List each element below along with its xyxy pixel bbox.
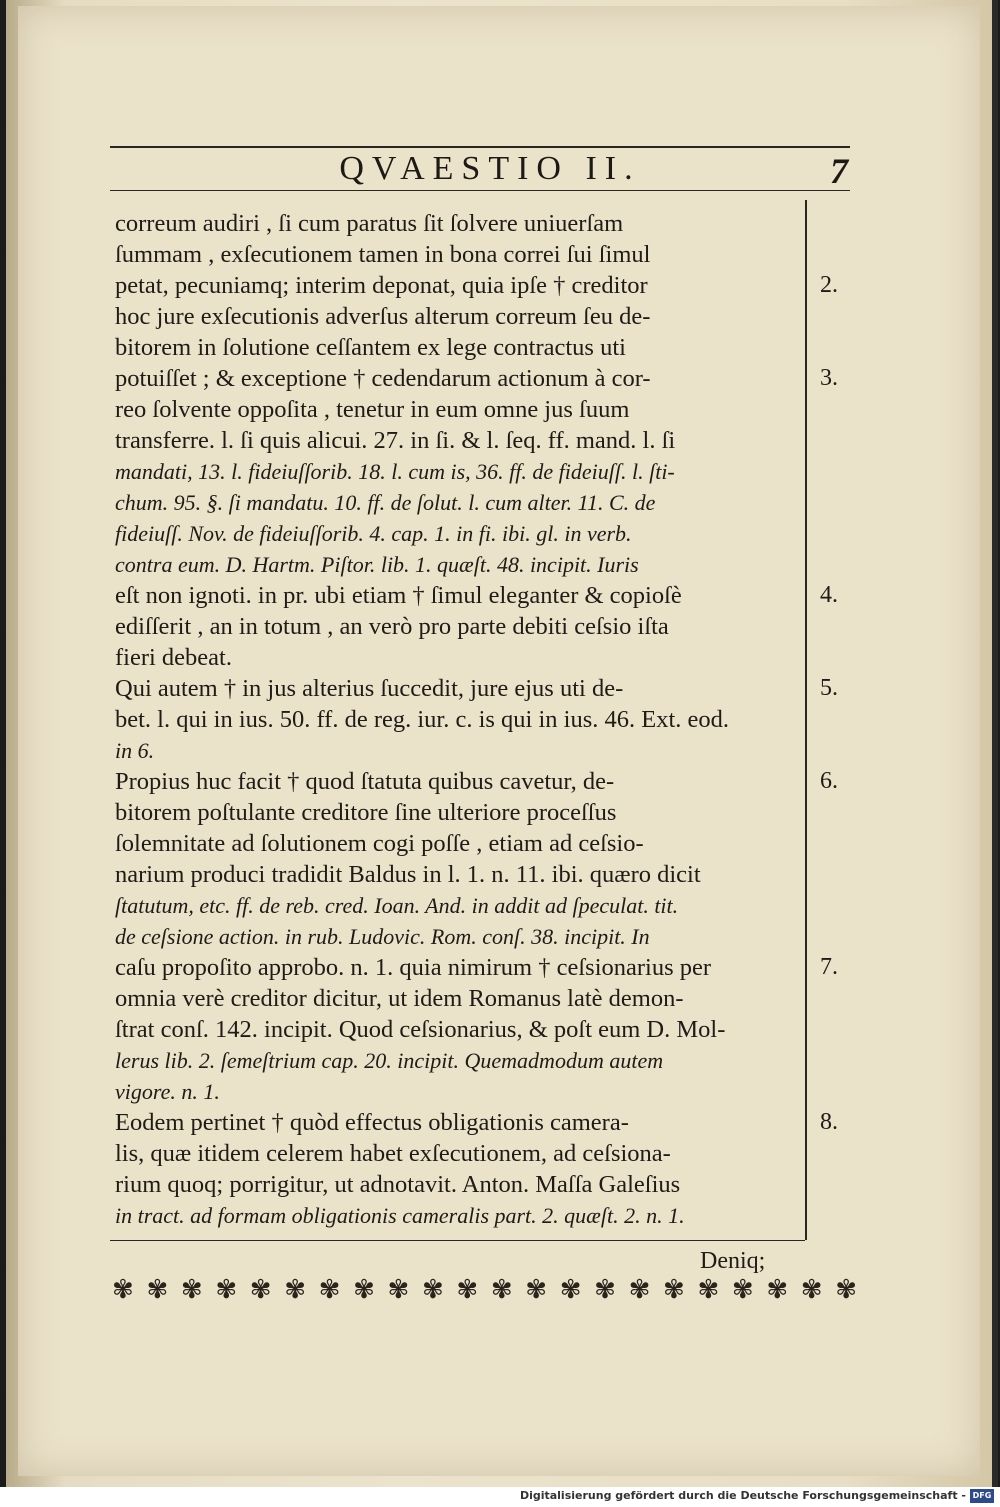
ornament-glyph: ✾	[594, 1275, 616, 1304]
text-line: Qui autem † in jus alterius ſuccedit, jure ejus uti de-	[115, 675, 624, 702]
text-line: in tract. ad formam obligationis cameralis part. 2. quæſt. 2. n. 1.	[115, 1203, 685, 1228]
margin-number: 6.	[820, 768, 838, 794]
text-line: correum audiri , ſi cum paratus ſit ſolvere uniuerſam	[115, 210, 624, 237]
ornament-glyph: ✾	[835, 1275, 857, 1304]
margin-number: 2.	[820, 272, 838, 298]
text-line: ſolemnitate ad ſolutionem cogi poſſe , etiam ad ceſsio-	[115, 830, 644, 857]
text-line: ſtatutum, etc. ff. de reb. cred. Ioan. And. in addit ad ſpeculat. tit.	[115, 893, 679, 918]
margin-number: 3.	[820, 365, 838, 391]
text-line: ſummam , exſecutionem tamen in bona correi ſui ſimul	[115, 241, 651, 268]
text-line: reo ſolvente oppoſita , tenetur in eum omne jus ſuum	[115, 396, 630, 423]
text-line: hoc jure exſecutionis adverſus alterum correum ſeu de-	[115, 303, 651, 330]
ornament-glyph: ✾	[663, 1275, 685, 1304]
text-line: fieri debeat.	[115, 644, 232, 671]
text-line: transferre. l. ſi quis alicui. 27. in ſi. & l. ſeq. ff. mand. l. ſi	[115, 427, 676, 454]
text-line: ediſſerit , an in totum , an verò pro parte debiti ceſsio iſta	[115, 613, 669, 640]
ornament-glyph: ✾	[146, 1275, 169, 1304]
running-head: QVAESTIO II.	[339, 150, 641, 187]
bottom-rule	[110, 1240, 805, 1241]
ornament-band	[112, 1275, 857, 1305]
margin-number: 4.	[820, 582, 838, 608]
text-line: de ceſsione action. in rub. Ludovic. Rom. conſ. 38. incipit. In	[115, 924, 650, 949]
margin-rule	[805, 200, 807, 1240]
text-line: chum. 95. §. ſi mandatu. 10. ff. de ſolut. l. cum alter. 11. C. de	[115, 490, 656, 515]
margin-number: 7.	[820, 954, 838, 980]
text-line: bitorem in ſolutione ceſſantem ex lege contractus uti	[115, 334, 626, 361]
header-bottom-rule	[110, 190, 850, 191]
ornament-glyph: ✾	[525, 1275, 548, 1304]
ornament-glyph: ✾	[284, 1275, 306, 1304]
page-number: 7	[830, 151, 848, 191]
body-text	[115, 208, 795, 1231]
text-line: vigore. n. 1.	[115, 1079, 220, 1104]
ornament-glyph: ✾	[421, 1275, 444, 1304]
ornament-glyph: ✾	[697, 1275, 720, 1304]
ornament-glyph: ✾	[490, 1275, 513, 1304]
ornament-glyph: ✾	[766, 1275, 789, 1304]
header-top-rule	[110, 146, 850, 148]
text-line: contra eum. D. Hartm. Piſtor. lib. 1. quæſt. 48. incipit. Iuris	[115, 552, 639, 577]
text-line: Propius huc facit † quod ſtatuta quibus cavetur, de-	[115, 768, 615, 795]
ornament-glyph: ✾	[731, 1275, 754, 1304]
ornament-glyph: ✾	[353, 1275, 375, 1304]
catchword: Deniq;	[700, 1248, 766, 1274]
margin-number: 8.	[820, 1109, 838, 1135]
ornament-glyph: ✾	[800, 1275, 823, 1304]
text-line: bitorem poſtulante creditore ſine ulteriore proceſſus	[115, 799, 617, 826]
text-line: petat, pecuniamq; interim deponat, quia ipſe † creditor	[115, 272, 648, 299]
ornament-glyph: ✾	[215, 1275, 238, 1304]
text-line: bet. l. qui in ius. 50. ff. de reg. iur. c. is qui in ius. 46. Ext. eod.	[115, 706, 730, 733]
page-header	[110, 140, 850, 198]
text-line: ſtrat conſ. 142. incipit. Quod ceſsionarius, & poſt eum D. Mol-	[115, 1016, 726, 1043]
text-line: rium quoq; porrigitur, ut adnotavit. Anton. Maſſa Galeſius	[115, 1171, 681, 1198]
text-line: Eodem pertinet † quòd effectus obligationis camera-	[115, 1109, 629, 1136]
text-line: lerus lib. 2. ſemeſtrium cap. 20. incipit. Quemadmodum autem	[115, 1048, 664, 1073]
ornament-glyph: ✾	[318, 1275, 341, 1304]
ornament-glyph: ✾	[249, 1275, 272, 1304]
dfg-logo: DFG	[970, 1489, 994, 1503]
text-line: fideiuſſ. Nov. de fideiuſſorib. 4. cap. 1. in fi. ibi. gl. in verb.	[115, 521, 632, 546]
text-line: potuiſſet ; & exceptione † cedendarum actionum à cor-	[115, 365, 651, 392]
ornament-glyph: ✾	[180, 1275, 203, 1304]
footer-credit: Digitalisierung gefördert durch die Deutsche Forschungsgemeinschaft -	[519, 1489, 966, 1502]
ornament-glyph: ✾	[559, 1275, 582, 1304]
ornament-glyph: ✾	[628, 1275, 651, 1304]
text-line: omnia verè creditor dicitur, ut idem Romanus latè demon-	[115, 985, 684, 1012]
ornament-glyph: ✾	[387, 1275, 410, 1304]
text-line: mandati, 13. l. fideiuſſorib. 18. l. cum is, 36. ff. de fideiuſſ. l. ſti-	[115, 459, 675, 484]
ornament-glyph: ✾	[112, 1275, 134, 1304]
margin-number: 5.	[820, 675, 838, 701]
text-line: in 6.	[115, 738, 155, 763]
text-line: eſt non ignoti. in pr. ubi etiam † ſimul eleganter & copioſè	[115, 582, 682, 609]
text-line: lis, quæ itidem celerem habet exſecutionem, ad ceſsiona-	[115, 1140, 671, 1167]
ornament-glyph: ✾	[456, 1275, 479, 1304]
text-line: caſu propoſito approbo. n. 1. quia nimirum † ceſsionarius per	[115, 954, 712, 981]
text-line: narium produci tradidit Baldus in l. 1. n. 11. ibi. quæro dicit	[115, 861, 701, 888]
digitization-footer	[0, 1487, 1000, 1507]
